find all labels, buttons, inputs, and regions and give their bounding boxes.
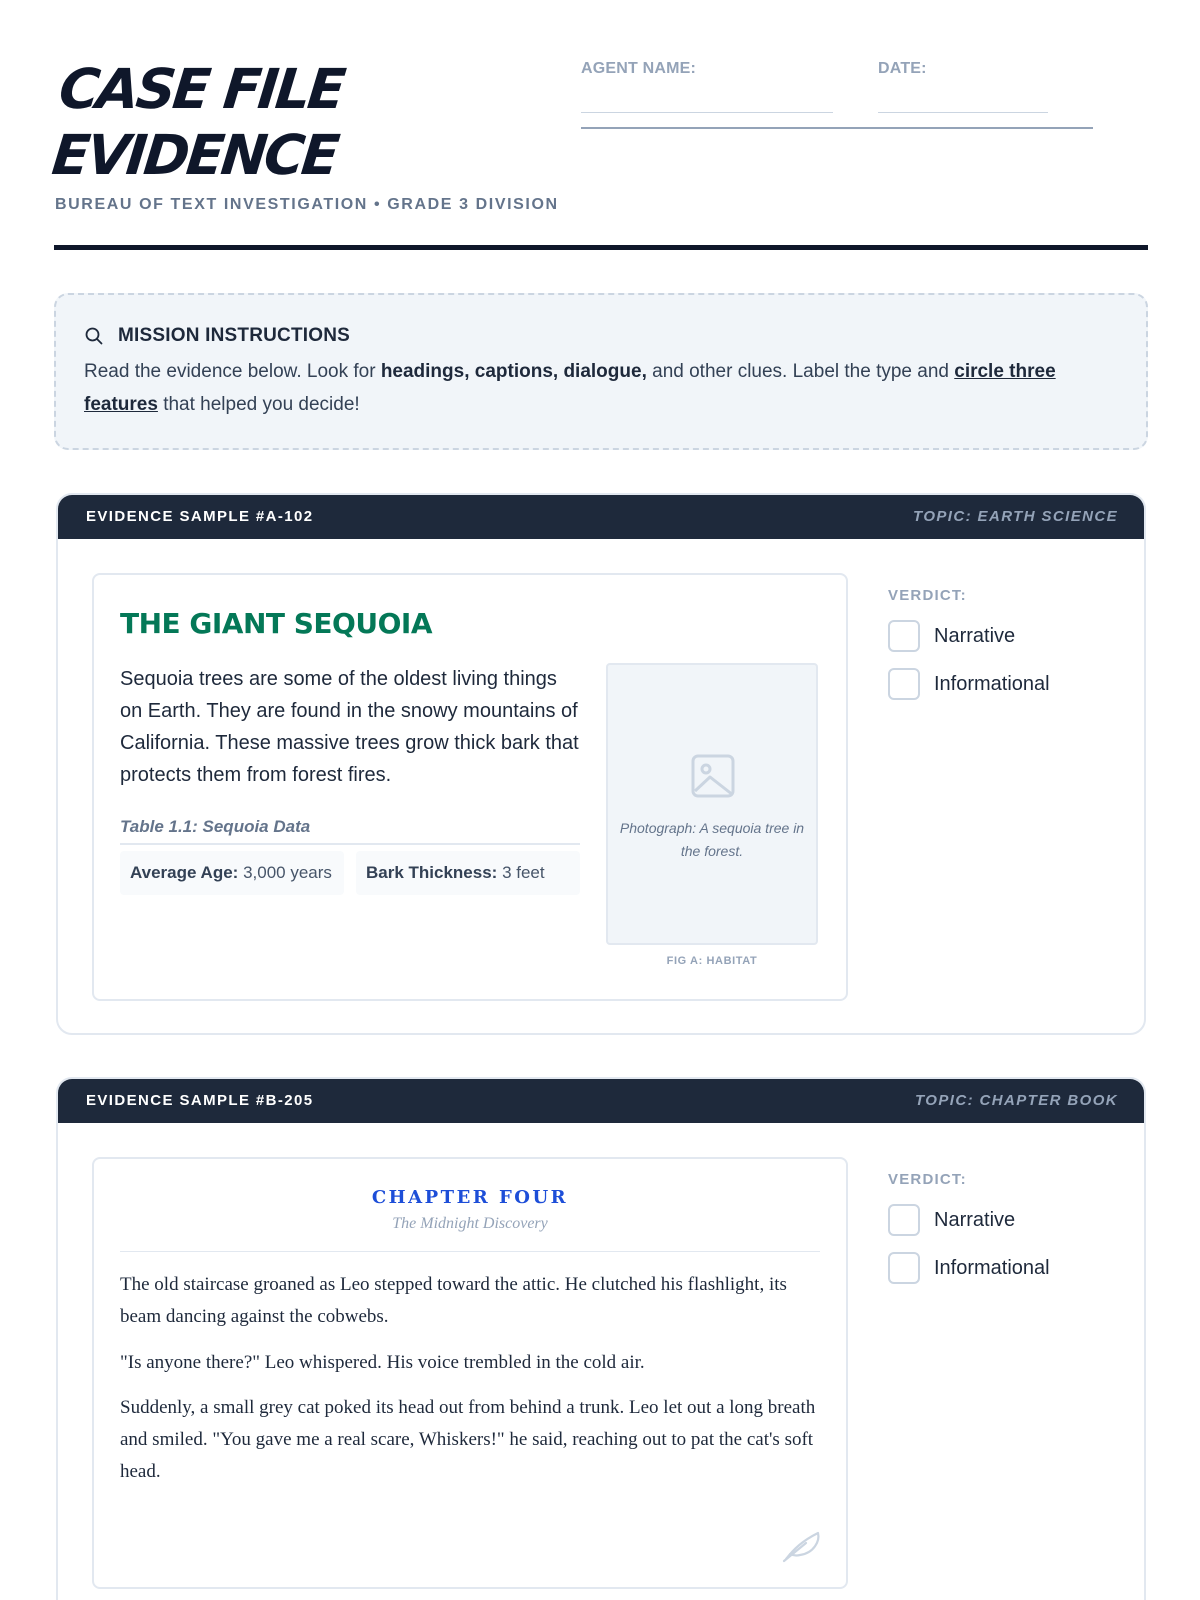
header-field-rule bbox=[581, 127, 1093, 129]
evidence-card-a bbox=[56, 493, 1146, 1035]
mission-text-bold: headings, captions, dialogue, bbox=[380, 361, 647, 382]
agent-name-field[interactable] bbox=[581, 112, 833, 113]
chapter-title: CHAPTER FOUR bbox=[371, 1187, 569, 1208]
evidence-topic: TOPIC: EARTH SCIENCE bbox=[913, 508, 1118, 525]
mission-instructions bbox=[54, 293, 1148, 450]
evidence-card-b bbox=[56, 1077, 1146, 1600]
header-divider bbox=[54, 245, 1148, 250]
title-line-2: EVIDENCE bbox=[49, 123, 340, 187]
verdict-panel bbox=[888, 1171, 1050, 1284]
option-label: Narrative bbox=[934, 1208, 1016, 1231]
verdict-label: VERDICT: bbox=[888, 1171, 967, 1188]
date-label: DATE: bbox=[878, 60, 927, 77]
evidence-sheet bbox=[92, 573, 848, 1001]
date-field[interactable] bbox=[878, 112, 1048, 113]
verdict-label: VERDICT: bbox=[888, 587, 967, 604]
checkbox-informational[interactable] bbox=[888, 1252, 920, 1284]
photo-caption: Photograph: A sequoia tree in the forest. bbox=[619, 820, 805, 859]
mission-text-part: that helped you decide! bbox=[157, 394, 360, 415]
image-icon bbox=[690, 753, 736, 799]
mission-text-underlined: circle three features bbox=[84, 361, 1056, 415]
title-line-1: CASE FILE bbox=[56, 57, 346, 121]
data-cell-value: 3,000 years bbox=[243, 863, 332, 882]
evidence-card-header bbox=[58, 495, 1144, 539]
page-title bbox=[49, 56, 347, 188]
feather-icon bbox=[780, 1527, 824, 1563]
agent-name-label: AGENT NAME: bbox=[581, 60, 697, 77]
data-cell-value: 3 feet bbox=[502, 863, 545, 882]
option-label: Informational bbox=[934, 1256, 1050, 1279]
chapter-subtitle: The Midnight Discovery bbox=[392, 1215, 548, 1232]
verdict-option-narrative[interactable] bbox=[888, 620, 1050, 652]
evidence-sample-id: EVIDENCE SAMPLE #B-205 bbox=[86, 1092, 314, 1109]
option-label: Narrative bbox=[934, 624, 1016, 647]
search-icon bbox=[84, 326, 104, 346]
mission-text bbox=[84, 355, 1094, 421]
story-paragraph: Suddenly, a small grey cat poked its head out from behind a trunk. Leo let out a long breath and smiled. "You gave me a real scare, Whiskers!" he said, reaching out to pat the cat's soft head. bbox=[120, 1397, 816, 1482]
checkbox-narrative[interactable] bbox=[888, 620, 920, 652]
evidence-card-header bbox=[58, 1079, 1144, 1123]
verdict-option-informational[interactable] bbox=[888, 668, 1050, 700]
data-cell-average-age bbox=[120, 851, 344, 895]
mission-text-part: and other clues. Label the type and bbox=[646, 361, 955, 382]
verdict-option-narrative[interactable] bbox=[888, 1204, 1050, 1236]
mission-header bbox=[84, 325, 350, 347]
photo-placeholder bbox=[606, 663, 818, 945]
chapter-divider bbox=[120, 1251, 820, 1252]
article-heading: THE GIANT SEQUOIA bbox=[120, 607, 432, 640]
mission-text-part: Read the evidence below. Look for bbox=[84, 361, 381, 382]
story-paragraph: The old staircase groaned as Leo stepped toward the attic. He clutched his flashlight, its beam dancing against the cobwebs. bbox=[120, 1274, 787, 1327]
evidence-sample-id: EVIDENCE SAMPLE #A-102 bbox=[86, 508, 314, 525]
story-paragraph: "Is anyone there?" Leo whispered. His voice trembled in the cold air. bbox=[120, 1352, 645, 1373]
option-label: Informational bbox=[934, 672, 1050, 695]
evidence-sheet bbox=[92, 1157, 848, 1589]
data-cell-key: Bark Thickness: bbox=[366, 863, 498, 882]
mission-title: MISSION INSTRUCTIONS bbox=[118, 325, 351, 346]
data-cell-bark-thickness bbox=[356, 851, 580, 895]
verdict-option-informational[interactable] bbox=[888, 1252, 1050, 1284]
table-caption: Table 1.1: Sequoia Data bbox=[120, 817, 580, 845]
evidence-topic: TOPIC: CHAPTER BOOK bbox=[915, 1092, 1118, 1109]
data-cell-key: Average Age: bbox=[130, 863, 239, 882]
verdict-panel bbox=[888, 587, 1050, 700]
figure-label: FIG A: HABITAT bbox=[666, 955, 758, 967]
page-subtitle: BUREAU OF TEXT INVESTIGATION • GRADE 3 DIVISION bbox=[55, 196, 559, 213]
checkbox-narrative[interactable] bbox=[888, 1204, 920, 1236]
checkbox-informational[interactable] bbox=[888, 668, 920, 700]
article-body: Sequoia trees are some of the oldest living things on Earth. They are found in the snowy mountains of California. These massive trees grow thick bark that protects them from forest fires. bbox=[120, 668, 579, 786]
